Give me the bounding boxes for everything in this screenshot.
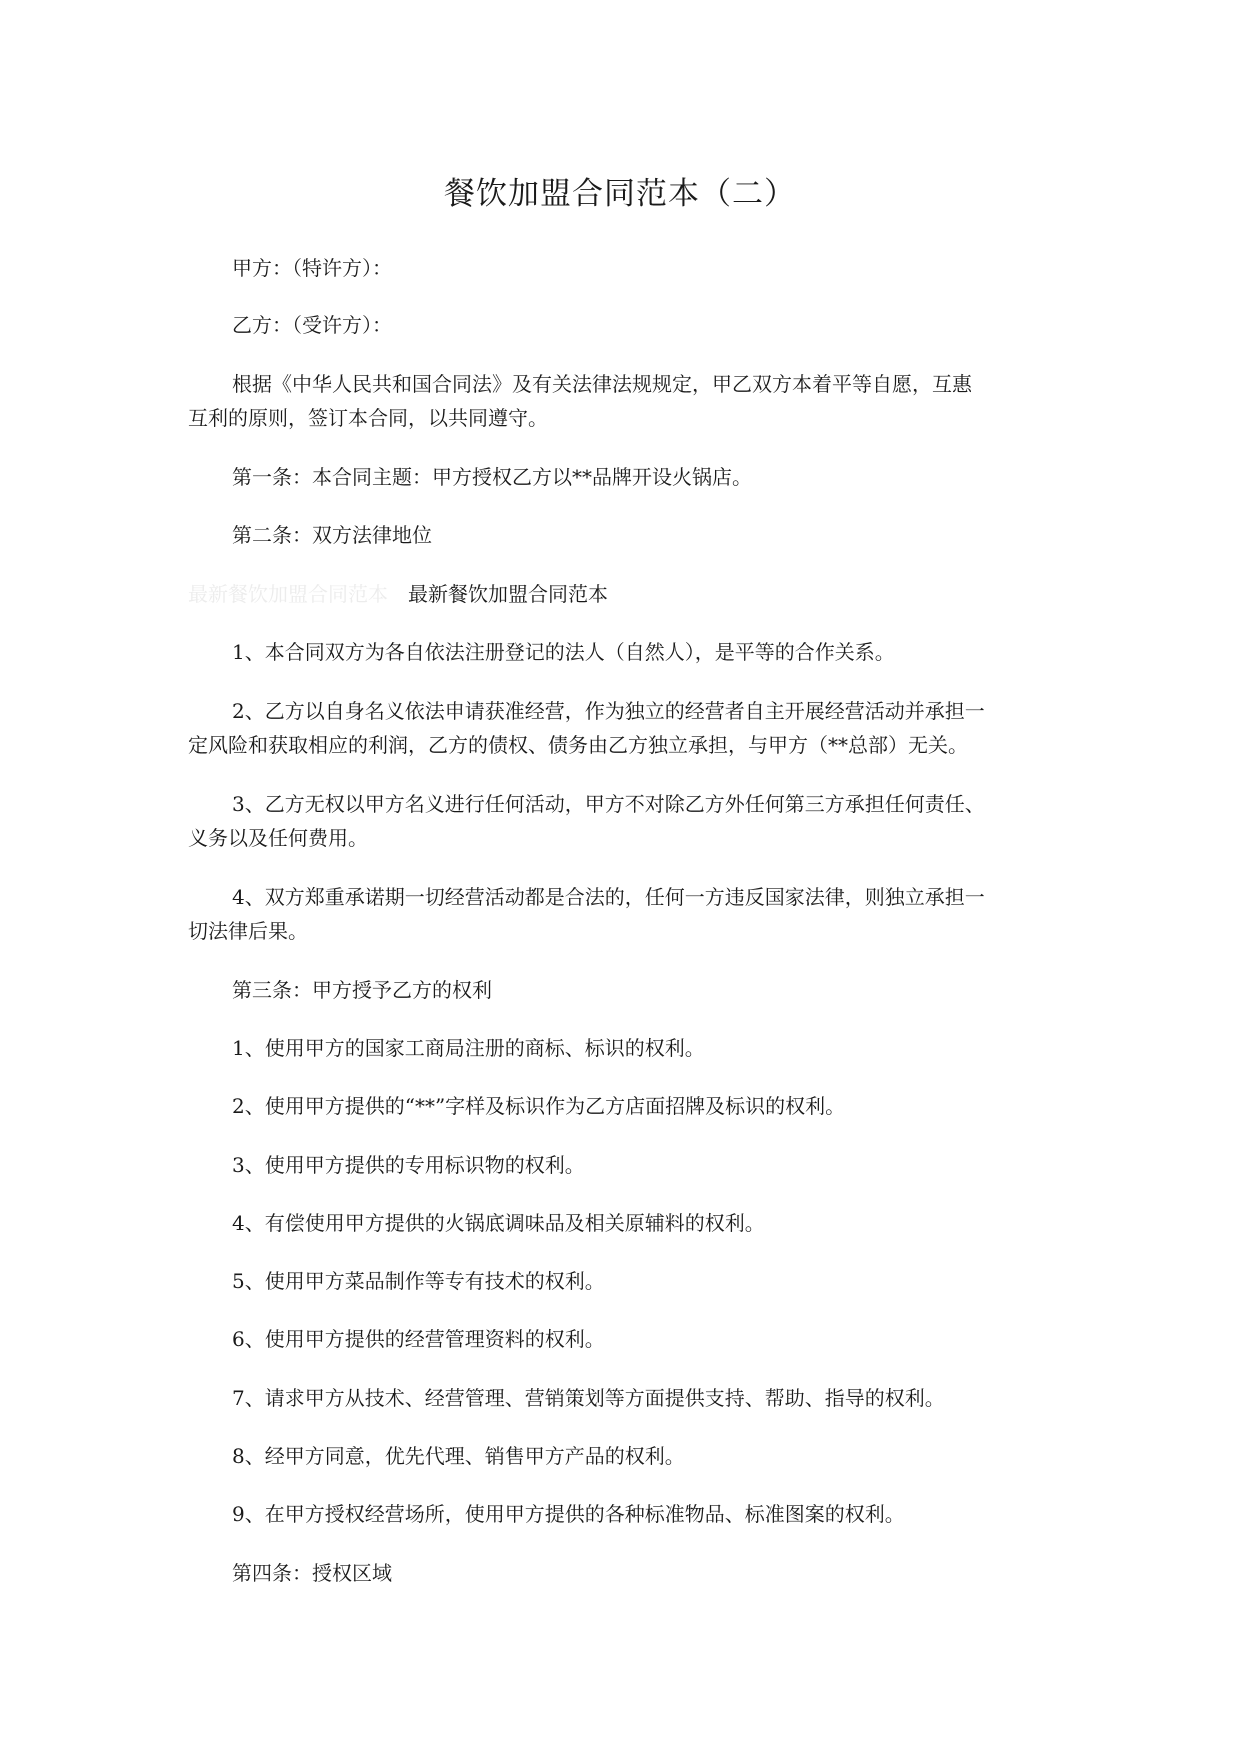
article-3-item-5: 5、使用甲方菜品制作等专有技术的权利。 [232,1269,605,1293]
watermark-text: 最新餐饮加盟合同范本 [188,582,388,606]
article-3-item-1: 1、使用甲方的国家工商局注册的商标、标识的权利。 [232,1036,705,1060]
article-3-item-7: 7、请求甲方从技术、经营管理、营销策划等方面提供支持、帮助、指导的权利。 [232,1386,945,1410]
article-3-item-4: 4、有偿使用甲方提供的火锅底调味品及相关原辅料的权利。 [232,1211,765,1235]
article-3-item-9: 9、在甲方授权经营场所，使用甲方提供的各种标准物品、标准图案的权利。 [232,1502,905,1526]
article-2-item-3-line-1: 3、乙方无权以甲方名义进行任何活动，甲方不对除乙方外任何第三方承担任何责任、 [232,792,985,816]
party-b-line: 乙方：（受许方）： [232,313,392,337]
section-subheading: 最新餐饮加盟合同范本 [408,582,608,606]
article-3-item-6: 6、使用甲方提供的经营管理资料的权利。 [232,1327,605,1351]
article-3-item-2: 2、使用甲方提供的“**”字样及标识作为乙方店面招牌及标识的权利。 [232,1094,846,1118]
article-2-item-3-line-2: 义务以及任何费用。 [188,826,368,850]
article-2-item-2-line-1: 2、乙方以自身名义依法申请获准经营，作为独立的经营者自主开展经营活动并承担一 [232,699,985,723]
article-2-heading: 第二条：双方法律地位 [232,523,432,547]
preamble-line-1: 根据《中华人民共和国合同法》及有关法律法规规定，甲乙双方本着平等自愿，互惠 [232,372,972,396]
article-3-item-3: 3、使用甲方提供的专用标识物的权利。 [232,1153,585,1177]
document-title: 餐饮加盟合同范本（二） [444,176,796,212]
article-4-heading: 第四条：授权区域 [232,1561,392,1585]
party-a-line: 甲方：（特许方）： [232,256,392,280]
article-2-item-1: 1、本合同双方为各自依法注册登记的法人（自然人），是平等的合作关系。 [232,640,895,664]
article-3-heading: 第三条：甲方授予乙方的权利 [232,978,492,1002]
article-2-item-4-line-2: 切法律后果。 [188,919,308,943]
article-2-item-4-line-1: 4、双方郑重承诺期一切经营活动都是合法的，任何一方违反国家法律，则独立承担一 [232,885,985,909]
article-1: 第一条：本合同主题：甲方授权乙方以**品牌开设火锅店。 [232,465,752,489]
article-2-item-2-line-2: 定风险和获取相应的利润，乙方的债权、债务由乙方独立承担，与甲方（**总部）无关。 [188,733,968,757]
article-3-item-8: 8、经甲方同意，优先代理、销售甲方产品的权利。 [232,1444,685,1468]
preamble-line-2: 互利的原则，签订本合同，以共同遵守。 [188,406,548,430]
